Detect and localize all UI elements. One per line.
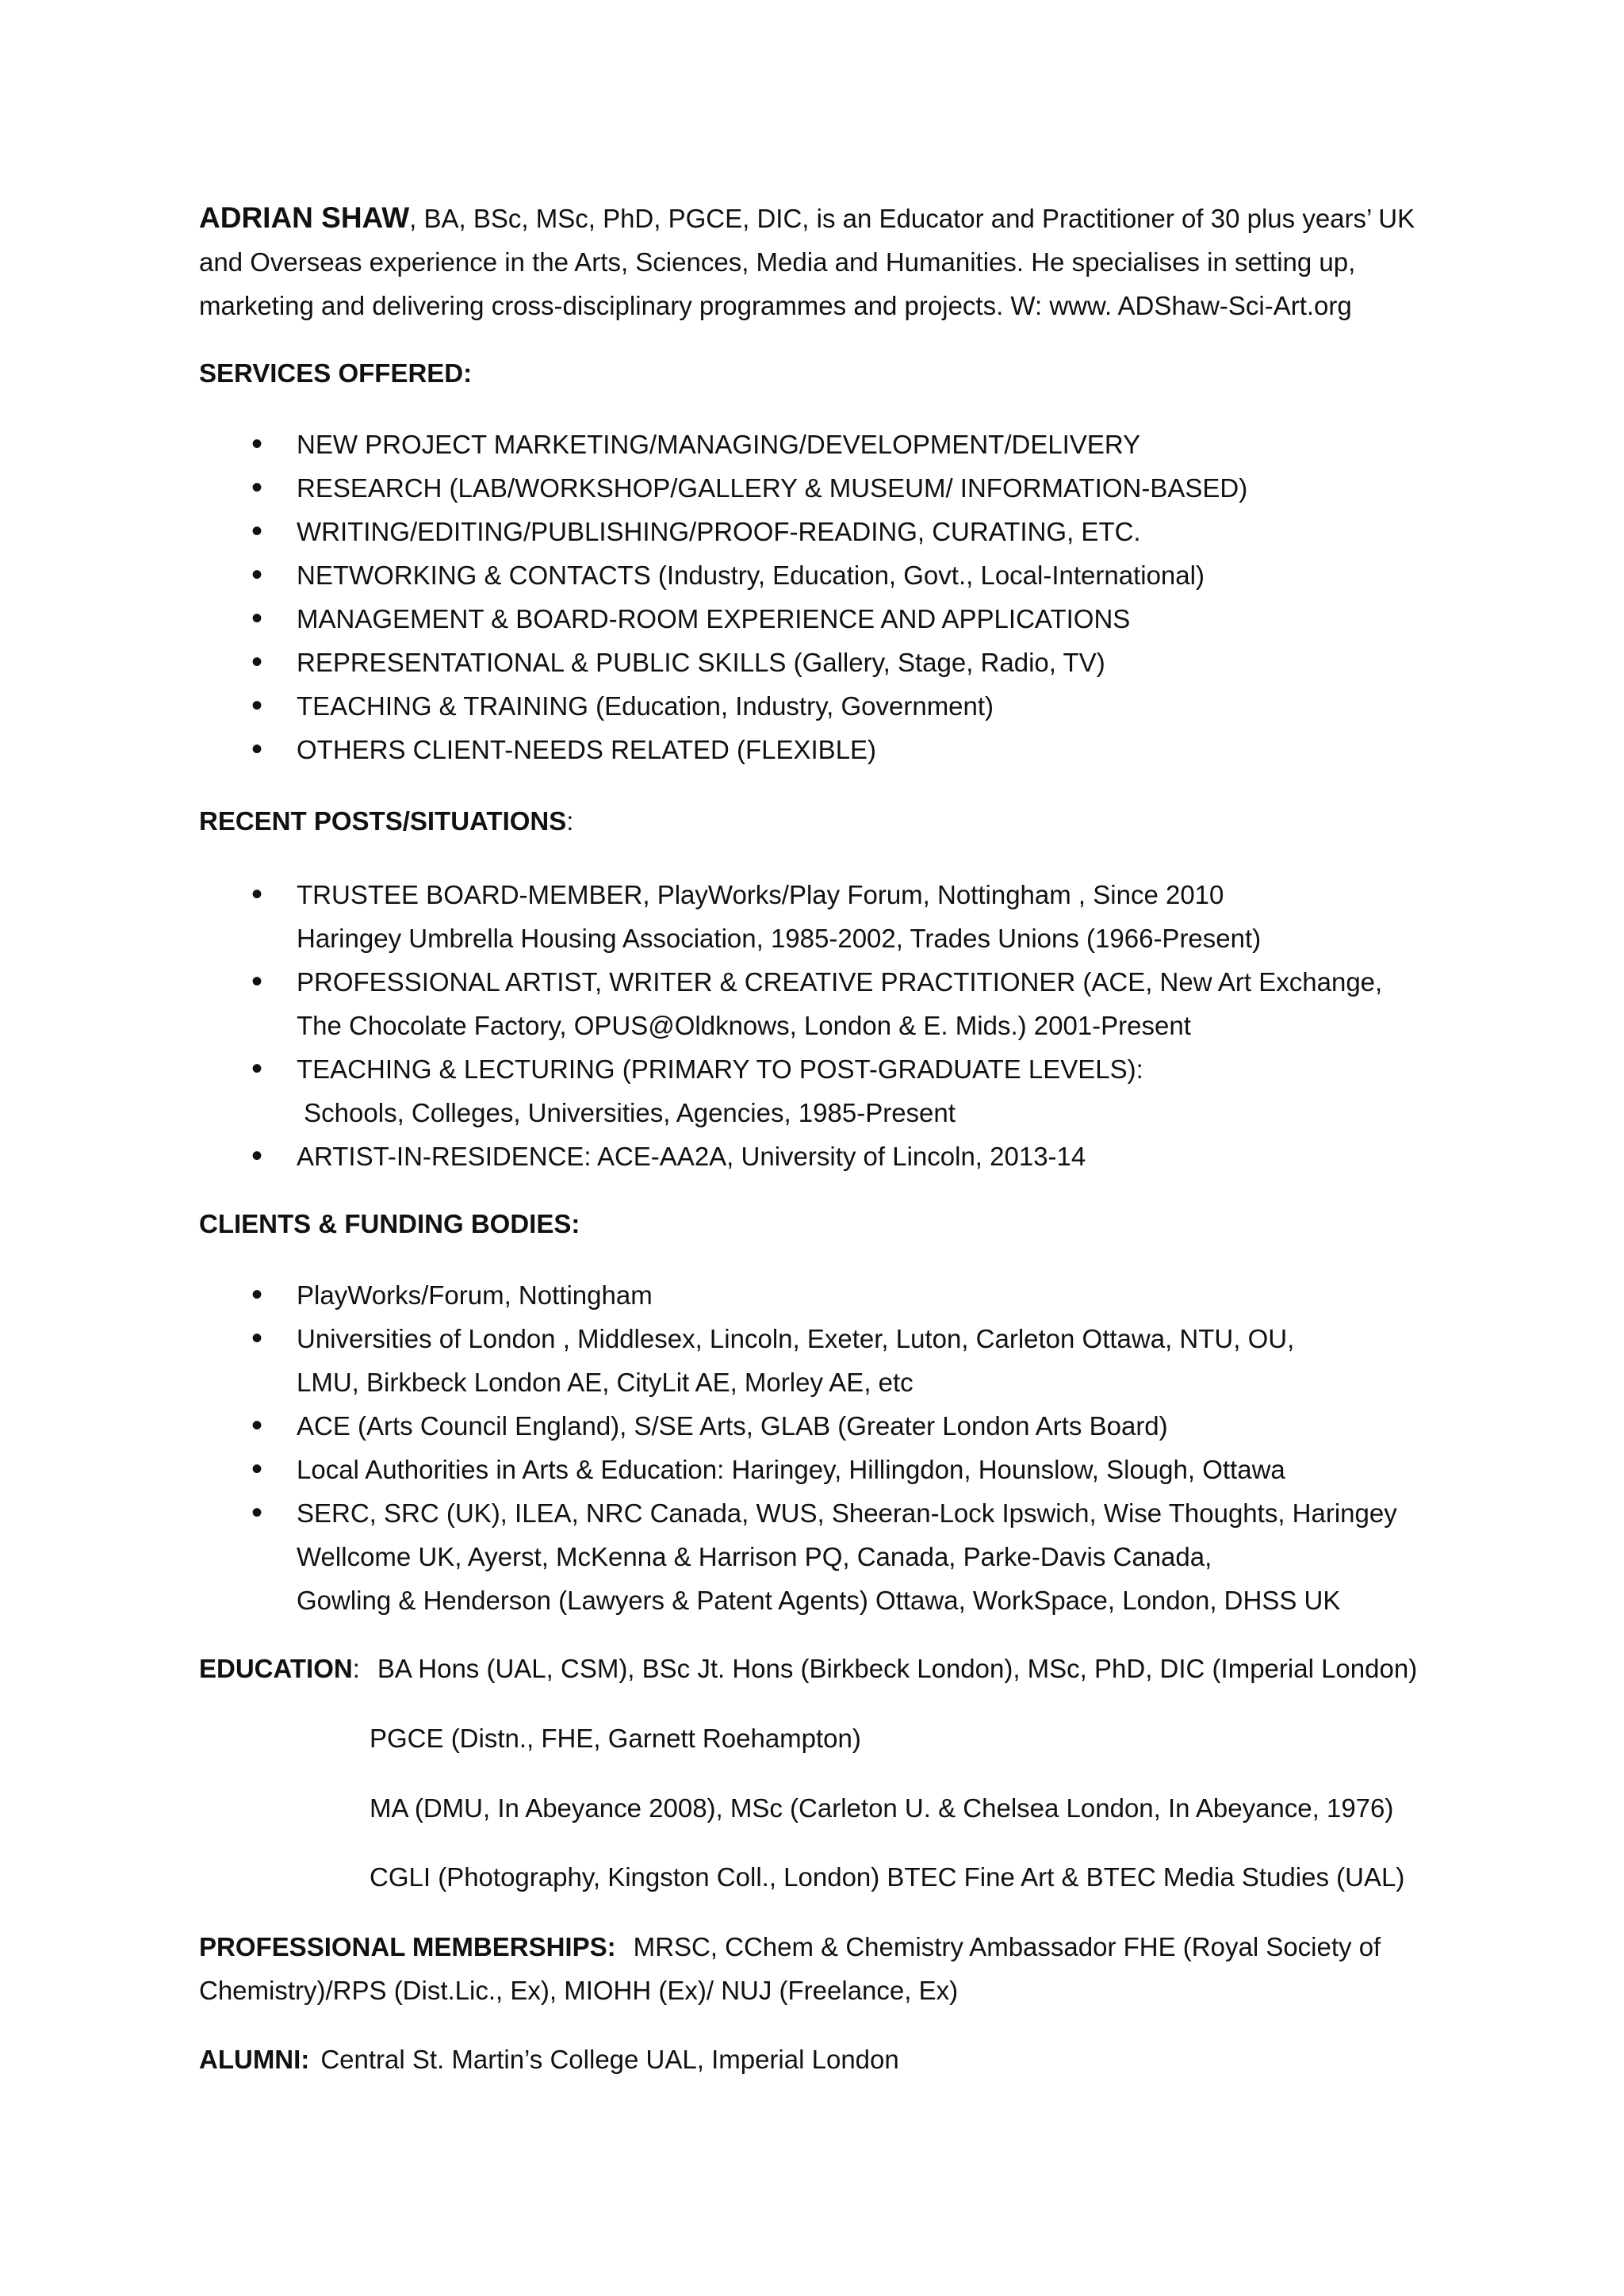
list-item: • Universities of London , Middlesex, Lincoln, Exeter, Luton, Carleton Ottawa, NTU, OU, LMU, Birkbeck London AE, CityLit AE, Morley AE, etc [199, 1317, 1484, 1404]
list-item: • MANAGEMENT & BOARD-ROOM EXPERIENCE AND APPLICATIONS [199, 597, 1484, 641]
person-name: ADRIAN SHAW [199, 201, 410, 234]
education-entry: MA (DMU, In Abeyance 2008), MSc (Carleton U. & Chelsea London, In Abeyance, 1976) [370, 1793, 1394, 1823]
list-item: • TRUSTEE BOARD-MEMBER, PlayWorks/Play Forum, Nottingham , Since 2010 Haringey Umbrella Housing Association, 1985-2002, Trades Unions (1966-Present) [199, 873, 1484, 960]
memberships-heading: PROFESSIONAL MEMBERSHIPS: [199, 1932, 616, 1961]
education-heading: EDUCATION [199, 1654, 353, 1683]
education-entry: PGCE (Distn., FHE, Garnett Roehampton) [370, 1724, 861, 1753]
list-item: • RESEARCH (LAB/WORKSHOP/GALLERY & MUSEUM/ INFORMATION-BASED) [199, 466, 1484, 510]
clients-list [199, 1273, 1484, 1622]
services-list [199, 423, 1484, 771]
posts-list [199, 873, 1484, 1178]
list-item: • PlayWorks/Forum, Nottingham [199, 1273, 1484, 1317]
list-item: • NEW PROJECT MARKETING/MANAGING/DEVELOPMENT/DELIVERY [199, 423, 1484, 466]
intro-line-2: and Overseas experience in the Arts, Sciences, Media and Humanities. He specialises in setting up, [199, 247, 1356, 277]
list-item: • ACE (Arts Council England), S/SE Arts, GLAB (Greater London Arts Board) [199, 1404, 1484, 1448]
intro-line-3: marketing and delivering cross-disciplinary programmes and projects. W: www. ADShaw-Sci-Art.org [199, 291, 1352, 320]
alumni-heading: ALUMNI: [199, 2045, 310, 2074]
list-item: • PROFESSIONAL ARTIST, WRITER & CREATIVE PRACTITIONER (ACE, New Art Exchange, The Chocolate Factory, OPUS@Oldknows, London & E. Mids.) 2001-Present [199, 960, 1484, 1047]
list-item: • OTHERS CLIENT-NEEDS RELATED (FLEXIBLE) [199, 728, 1484, 771]
education-row-1: EDUCATION: BA Hons (UAL, CSM), BSc Jt. Hons (Birkbeck London), MSc, PhD, DIC (Imperial London) [199, 1654, 1418, 1683]
alumni-text: Central St. Martin’s College UAL, Imperial London [320, 2045, 899, 2074]
education-entry: BA Hons (UAL, CSM), BSc Jt. Hons (Birkbeck London), MSc, PhD, DIC (Imperial London) [377, 1654, 1418, 1683]
list-item: • SERC, SRC (UK), ILEA, NRC Canada, WUS, Sheeran-Lock Ipswich, Wise Thoughts, Haringey Wellcome UK, Ayerst, McKenna & Harrison PQ, Canada, Parke-Davis Canada, Gowling & Henderson (Lawyers & Patent Agents) Ottawa, WorkSpace, London, DHSS UK [199, 1491, 1484, 1622]
memberships-block: PROFESSIONAL MEMBERSHIPS: MRSC, CChem & Chemistry Ambassador FHE (Royal Society of Chemistry)/RPS (Dist.Lic., Ex), MIOHH (Ex)/ NUJ (Freelance, Ex) [199, 1932, 1381, 2005]
list-item: • TEACHING & LECTURING (PRIMARY TO POST-GRADUATE LEVELS): Schools, Colleges, Universities, Agencies, 1985-Present [199, 1047, 1484, 1135]
list-item: • ARTIST-IN-RESIDENCE: ACE-AA2A, University of Lincoln, 2013-14 [199, 1135, 1484, 1178]
intro-line-1 [199, 196, 1484, 240]
list-item: • NETWORKING & CONTACTS (Industry, Education, Govt., Local-International) [199, 553, 1484, 597]
services-heading: SERVICES OFFERED: [199, 358, 473, 388]
list-item: • REPRESENTATIONAL & PUBLIC SKILLS (Gallery, Stage, Radio, TV) [199, 641, 1484, 684]
posts-heading: RECENT POSTS/SITUATIONS: [199, 806, 574, 836]
list-item: • Local Authorities in Arts & Education: Haringey, Hillingdon, Hounslow, Slough, Ottawa [199, 1448, 1484, 1491]
list-item: • WRITING/EDITING/PUBLISHING/PROOF-READING, CURATING, ETC. [199, 510, 1484, 553]
intro-text-1: , BA, BSc, MSc, PhD, PGCE, DIC, is an Educator and Practitioner of 30 plus years’ UK [409, 204, 1415, 233]
intro-paragraph [199, 196, 1484, 327]
clients-heading: CLIENTS & FUNDING BODIES: [199, 1209, 580, 1238]
education-entry: CGLI (Photography, Kingston Coll., London) BTEC Fine Art & BTEC Media Studies (UAL) [370, 1862, 1405, 1892]
list-item: • TEACHING & TRAINING (Education, Industry, Government) [199, 684, 1484, 728]
alumni-row [199, 2038, 899, 2081]
